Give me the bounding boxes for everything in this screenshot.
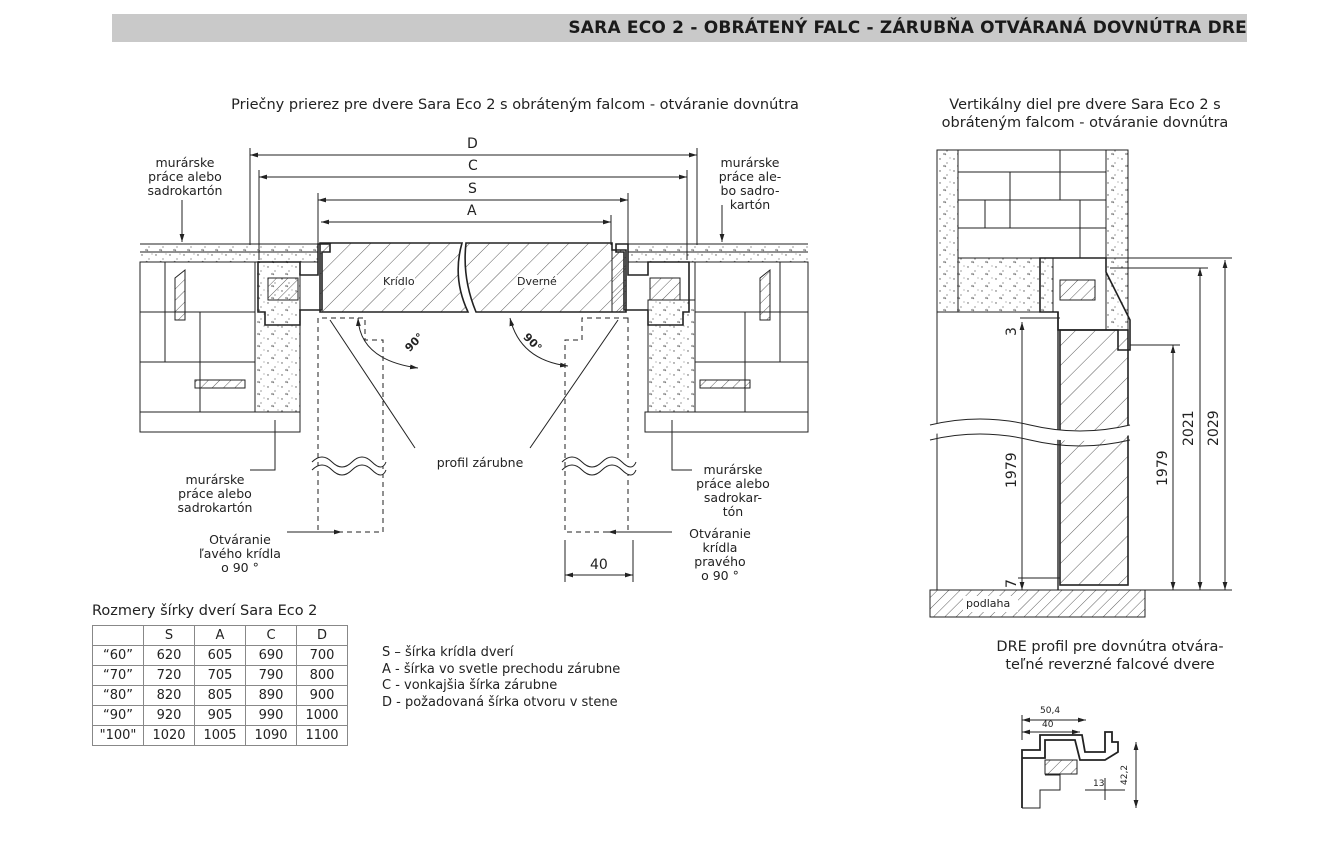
table-row (93, 706, 348, 726)
profile-dim-504: 50,4 (1040, 706, 1061, 716)
table-cell: 990 (246, 706, 297, 726)
table-cell: 820 (144, 686, 195, 706)
page-title: SARA ECO 2 - OBRÁTENÝ FALC - ZÁRUBŇA OTVÁRANÁ DOVNÚTRA DRE (568, 18, 1247, 38)
profile-dim-422: 42,2 (1120, 764, 1130, 785)
table-header-row (93, 626, 348, 646)
floor-label: podlaha (966, 597, 1011, 610)
table-cell: 800 (297, 666, 348, 686)
dim-7-label: 7 (1004, 579, 1020, 588)
dim-S-label: S (468, 181, 477, 197)
table-cell: 700 (297, 646, 348, 666)
dim-1979b-label: 1979 (1155, 450, 1171, 486)
table-cell: 890 (246, 686, 297, 706)
masonry-top-left: murárske práce alebo sadrokartón (147, 155, 223, 198)
table-row (93, 666, 348, 686)
table-cell: 690 (246, 646, 297, 666)
masonry-bottom-right: murárske práce alebo sadrokar- tón (696, 462, 770, 519)
frame-profile-label: profil zárubne (436, 455, 524, 470)
leaf-right-label: Dverné (517, 275, 557, 288)
legend (382, 645, 620, 711)
table-row (93, 686, 348, 706)
dim-A-label: A (467, 203, 477, 219)
table-cell: 900 (297, 686, 348, 706)
masonry-top-right: murárske práce ale- bo sadro- kartón (718, 155, 782, 212)
table-cell: 790 (246, 666, 297, 686)
table-cell: 920 (144, 706, 195, 726)
table-header-cell: D (297, 626, 348, 646)
dim-C-label: C (468, 158, 478, 174)
table-cell: 605 (195, 646, 246, 666)
dim-A-line (321, 215, 611, 245)
table-cell: “60” (93, 646, 144, 666)
table-cell: 705 (195, 666, 246, 686)
table-cell: 1020 (144, 726, 195, 746)
table-cell: 720 (144, 666, 195, 686)
opening-left-label: Otváranie ľavého krídla o 90 ° (199, 532, 281, 575)
table-row (93, 726, 348, 746)
masonry-bottom-left: murárske práce alebo sadrokartón (177, 472, 253, 515)
angle-left-label: 90° (402, 330, 427, 355)
table-cell: 805 (195, 686, 246, 706)
table-cell: “70” (93, 666, 144, 686)
dim-2029-label: 2029 (1206, 410, 1222, 446)
angle-right-label: 90° (520, 330, 545, 355)
legend-item: A - šírka vo svetle prechodu zárubne (382, 661, 621, 677)
table-header-cell (93, 626, 144, 646)
leaf-left-label: Krídlo (383, 275, 415, 288)
legend-item: S – šírka krídla dverí (382, 645, 514, 660)
dim-D-label: D (467, 136, 478, 152)
legend-item: D - požadovaná šírka otvoru v stene (382, 694, 618, 710)
vertical-title: Vertikálny diel pre dvere Sara Eco 2 s obráteným falcom - otváranie dovnútra (941, 97, 1229, 131)
dim-3-label: 3 (1004, 327, 1020, 336)
profile-dim-13: 13 (1093, 779, 1105, 789)
table-row (93, 646, 348, 666)
table-cell: 1100 (297, 726, 348, 746)
opening-right-label: Otváranie krídla pravého o 90 ° (689, 526, 751, 583)
table-header-cell: A (195, 626, 246, 646)
table-cell: 1090 (246, 726, 297, 746)
table-cell: 1005 (195, 726, 246, 746)
table-header-cell: S (144, 626, 195, 646)
width-table (92, 625, 348, 746)
table-cell: 1000 (297, 706, 348, 726)
table-cell: “80” (93, 686, 144, 706)
table-cell: 620 (144, 646, 195, 666)
dim-1979a-label: 1979 (1004, 452, 1020, 488)
table-cell: “90” (93, 706, 144, 726)
profile-dim-40: 40 (1042, 720, 1054, 730)
profile-title: DRE profil pre dovnútra otvára- teľné reverzné falcové dvere (996, 639, 1224, 673)
table-title: Rozmery šírky dverí Sara Eco 2 (92, 603, 318, 619)
dim-40-label: 40 (590, 557, 608, 573)
table-header-cell: C (246, 626, 297, 646)
dim-2021-label: 2021 (1181, 410, 1197, 446)
legend-item: C - vonkajšia šírka zárubne (382, 678, 558, 693)
section-title: Priečny prierez pre dvere Sara Eco 2 s obráteným falcom - otváranie dovnútra (231, 97, 799, 113)
table-cell: "100" (93, 726, 144, 746)
table-cell: 905 (195, 706, 246, 726)
